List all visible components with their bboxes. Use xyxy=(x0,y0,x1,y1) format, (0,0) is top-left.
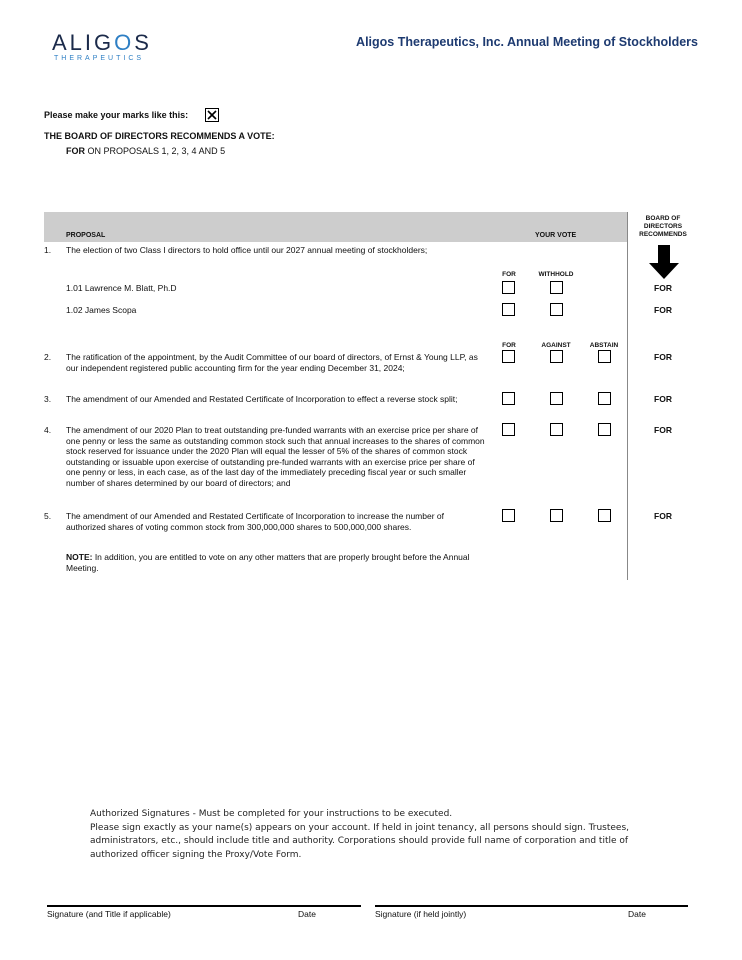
nominee-2-label: 1.02 James Scopa xyxy=(66,305,137,315)
company-logo xyxy=(52,30,152,56)
proposal-column-header: PROPOSAL xyxy=(66,232,106,239)
proposal-3-number: 3. xyxy=(44,394,52,404)
signature-1-label: Signature (and Title if applicable) xyxy=(47,909,171,919)
proposal-4-against-checkbox[interactable] xyxy=(550,423,563,436)
proposal-5-number: 5. xyxy=(44,511,52,521)
signature-line-1[interactable] xyxy=(47,905,361,907)
logo-text-s: S xyxy=(134,30,152,55)
signature-instructions-line1: Authorized Signatures - Must be completed for your instructions to be executed. xyxy=(90,809,453,819)
marks-instruction: Please make your marks like this: xyxy=(44,110,189,120)
proposal-3-abstain-checkbox[interactable] xyxy=(598,392,611,405)
board-proposals-text: ON PROPOSALS 1, 2, 3, 4 AND 5 xyxy=(87,146,226,156)
date-2-label: Date xyxy=(628,909,646,919)
withhold-column-label: WITHHOLD xyxy=(538,271,574,278)
nominee-1-for-checkbox[interactable] xyxy=(502,281,515,294)
signature-instructions-line2: Please sign exactly as your name(s) appears on your account. If held in joint tenancy, all persons should sign. Trustees, administrators, etc., should include title and authority. Corporations should provide full name of corporation and title of authorized officer signing the Proxy/Vote Form. xyxy=(90,822,630,860)
board-recommendation-summary xyxy=(66,146,225,156)
proposal-4-abstain-checkbox[interactable] xyxy=(598,423,611,436)
note-label: NOTE: xyxy=(66,552,93,562)
proposal-5-text: The amendment of our Amended and Restated Certificate of Incorporation to increase the number of authorized shares of voting common stock from 300,000,000 shares to 500,000,000 shares. xyxy=(66,511,444,532)
for-column-label: FOR xyxy=(502,271,516,278)
board-recommendation-heading: THE BOARD OF DIRECTORS RECOMMENDS A VOTE: xyxy=(44,131,275,141)
proposal-1-text: The election of two Class I directors to hold office until our 2027 annual meeting of stockholders; xyxy=(66,245,428,255)
abstain-column-label: ABSTAIN xyxy=(589,342,619,349)
proposal-2-against-checkbox[interactable] xyxy=(550,350,563,363)
note-body: In addition, you are entitled to vote on any other matters that are properly brought before the Annual Meeting. xyxy=(66,552,470,573)
proposal-2-board-rec: FOR xyxy=(654,352,672,362)
logo-text-a: ALIG xyxy=(52,30,115,55)
proposal-2-abstain-checkbox[interactable] xyxy=(598,350,611,363)
proposal-2-for-checkbox[interactable] xyxy=(502,350,515,363)
against-column-label: AGAINST xyxy=(541,342,571,349)
proposal-3-against-checkbox[interactable] xyxy=(550,392,563,405)
note-text xyxy=(66,552,486,573)
proposal-2-text: The ratification of the appointment, by the Audit Committee of our board of directors, of Ernst & Young LLP, as our independent registered public accounting firm for the year ending December 31, 2024; xyxy=(66,352,478,373)
proposal-1-number: 1. xyxy=(44,245,52,255)
nominee-2-withhold-checkbox[interactable] xyxy=(550,303,563,316)
nominee-1-label: 1.01 Lawrence M. Blatt, Ph.D xyxy=(66,283,177,293)
board-for-label: FOR xyxy=(66,146,85,156)
nominee-1-withhold-checkbox[interactable] xyxy=(550,281,563,294)
proposal-4-number: 4. xyxy=(44,425,52,435)
column-divider xyxy=(627,212,628,580)
proposal-3-board-rec: FOR xyxy=(654,394,672,404)
proposal-5-board-rec: FOR xyxy=(654,511,672,521)
signature-2-label: Signature (if held jointly) xyxy=(375,909,467,919)
date-1-label: Date xyxy=(298,909,316,919)
logo-subtitle: THERAPEUTICS xyxy=(54,55,145,62)
proposal-2-number: 2. xyxy=(44,352,52,362)
proposal-4-for-checkbox[interactable] xyxy=(502,423,515,436)
nominee-1-board-rec: FOR xyxy=(654,283,672,293)
proposal-4-board-rec: FOR xyxy=(654,425,672,435)
proposal-3-for-checkbox[interactable] xyxy=(502,392,515,405)
proposal-5-for-checkbox[interactable] xyxy=(502,509,515,522)
signature-line-2[interactable] xyxy=(375,905,688,907)
proposal-3-text: The amendment of our Amended and Restated Certificate of Incorporation to effect a reverse stock split; xyxy=(66,394,458,404)
recommendation-arrow-icon xyxy=(648,245,680,279)
board-recommends-header: BOARD OF DIRECTORS RECOMMENDS xyxy=(639,215,687,238)
your-vote-column-header: YOUR VOTE xyxy=(535,232,577,239)
proposal-4-text: The amendment of our 2020 Plan to treat outstanding pre-funded warrants with an exercise price per share of one penny or less the same as outstanding common stock such that annual increases to the shares of common stock reserved for issuance under the 2020 Plan will equal the lesser of 5% of the shares of common stock outstanding or issuable upon exercise of outstanding pre-funded warrants with an exercise price per share of one penny or less, in each case, as of the last day of the immediately preceding fiscal year or such smaller number of shares determined by our board of directors; and xyxy=(66,425,485,488)
proposal-5-abstain-checkbox[interactable] xyxy=(598,509,611,522)
nominee-2-board-rec: FOR xyxy=(654,305,672,315)
logo-text-o: O xyxy=(114,30,135,55)
signature-instructions xyxy=(90,808,650,862)
document-title: Aligos Therapeutics, Inc. Annual Meeting of Stockholders xyxy=(356,35,698,49)
sample-mark-icon xyxy=(205,108,219,122)
proposal-5-against-checkbox[interactable] xyxy=(550,509,563,522)
for-column-label: FOR xyxy=(502,342,516,349)
nominee-2-for-checkbox[interactable] xyxy=(502,303,515,316)
